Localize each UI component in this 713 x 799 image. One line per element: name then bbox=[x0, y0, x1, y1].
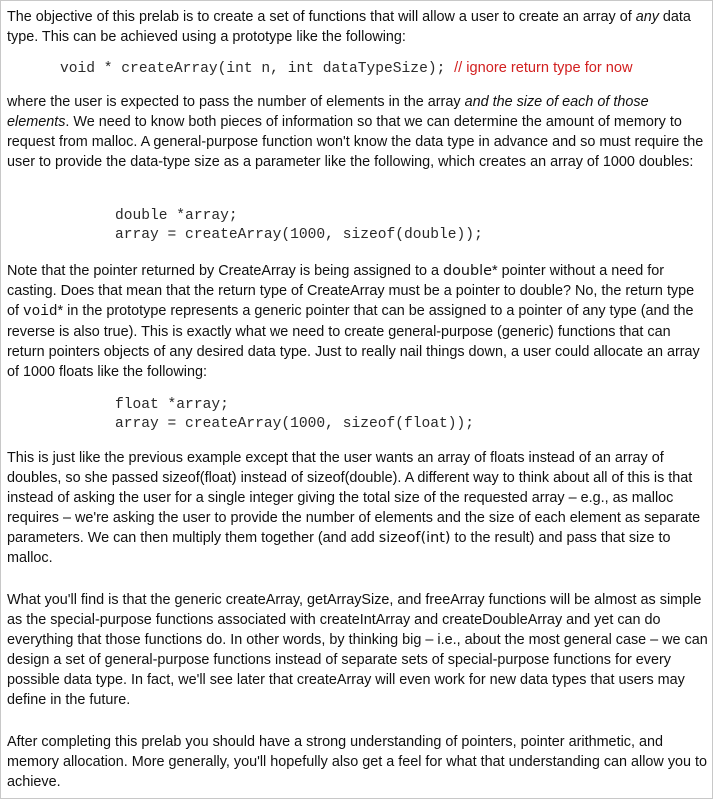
floats-text-b: to the result) and pass that size to malloc. bbox=[7, 530, 671, 566]
prototype-code-line bbox=[60, 58, 633, 79]
pointer-text-c: * in the prototype represents a generic pointer that can be assigned to a pointer of any type (and the reverse is also true). This is exactly what we need to create general-purpose (generic) functions that can return pointers objects of any desired data type. Just to really nail things down, a user could allocate an array of 1000 floats like the following: bbox=[7, 303, 700, 380]
intro-paragraph bbox=[7, 7, 709, 47]
float-code-line-2: array = createArray(1000, sizeof(float)); bbox=[115, 416, 475, 432]
void-keyword: void bbox=[23, 304, 58, 320]
sizeof-int-text: sizeof(int) bbox=[378, 530, 451, 546]
intro-emphasis: any bbox=[635, 9, 659, 25]
parameters-paragraph bbox=[7, 92, 709, 172]
double-code-line-2: array = createArray(1000, sizeof(double)); bbox=[115, 227, 483, 243]
parameters-emphasis: and the size of each of those elements bbox=[7, 94, 649, 130]
prototype-comment: // ignore return type for now bbox=[454, 60, 633, 76]
conclusion-paragraph: After completing this prelab you should have a strong understanding of pointers, pointer arithmetic, and memory allocation. More generally, you'll hopefully also get a feel for what that understanding can allow you to achieve. bbox=[7, 734, 708, 790]
parameters-text-after: . We need to know both pieces of information so that we can determine the amount of memory to request from malloc. A general-purpose function won't know the data type in advance and so must require the user to provide the data-type size as a parameter like the following, which creates an array of 1000 doubles: bbox=[7, 114, 704, 170]
double-keyword: double bbox=[442, 263, 493, 279]
parameters-text-before: where the user is expected to pass the number of elements in the array bbox=[7, 94, 465, 110]
double-code-line-1: double *array; bbox=[115, 208, 238, 224]
floats-text-a: This is just like the previous example except that the user wants an array of floats instead of an array of doubles, so she passed sizeof(float) instead of sizeof(double). A different way to think about all of this is that instead of asking the user for a single integer giving the total size of the requested array – e.g., as malloc requires – we're asking the user to provide the number of elements and the size of each element as separate parameters. We can then multiply them together (and add bbox=[7, 450, 701, 546]
pointer-text-b: * pointer without a need for casting. Does that mean that the return type of CreateArray must be a pointer to double? No, the return type of bbox=[7, 263, 695, 319]
pointer-paragraph bbox=[7, 261, 709, 382]
pointer-text-a: Note that the pointer returned by CreateArray is being assigned to a bbox=[7, 263, 443, 279]
prototype-code: void * createArray(int n, int dataTypeSize); bbox=[60, 61, 455, 77]
generic-functions-paragraph: What you'll find is that the generic createArray, getArraySize, and freeArray functions will be almost as simple as the special-purpose functions associated with createIntArray and createDoubleArray and yet can do everything that those functions do. In other words, by thinking big – i.e., about the most general case – we can design a set of general-purpose functions instead of separate sets of special-purpose functions for every possible data type. In fact, we'll see later that createArray will even work for new data types that users may define in the future. bbox=[7, 592, 708, 708]
intro-text-before: The objective of this prelab is to create a set of functions that will allow a user to create an array of bbox=[7, 9, 636, 25]
float-code-line-1: float *array; bbox=[115, 397, 229, 413]
intro-text-after: data type. This can be achieved using a prototype like the following: bbox=[7, 9, 691, 45]
floats-paragraph bbox=[7, 448, 709, 568]
